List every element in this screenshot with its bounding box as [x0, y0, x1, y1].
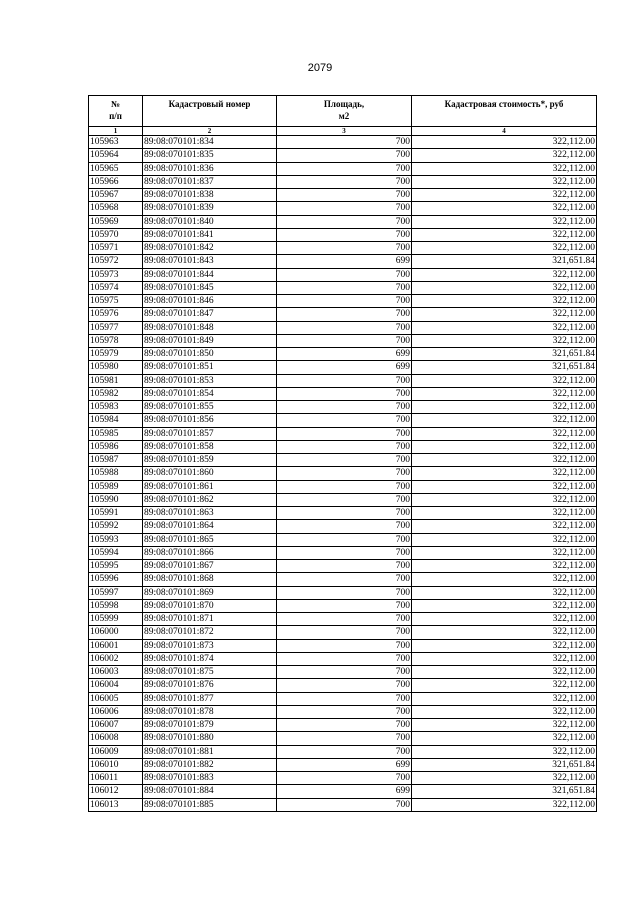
cadastral-number-cell: 89:08:070101:840: [143, 215, 277, 228]
cadastral-value-cell: 322,112.00: [412, 321, 597, 334]
cadastral-value-cell: 322,112.00: [412, 679, 597, 692]
column-number: 1: [89, 127, 143, 136]
table-row: [89, 334, 597, 347]
area-cell: 700: [277, 652, 412, 665]
cadastral-number-cell: 89:08:070101:880: [143, 732, 277, 745]
table-row: [89, 666, 597, 679]
table-row: [89, 560, 597, 573]
row-number-cell: 106005: [89, 692, 143, 705]
cadastral-value-cell: 322,112.00: [412, 546, 597, 559]
column-number-row: [89, 127, 597, 136]
area-cell: 700: [277, 228, 412, 241]
area-cell: 700: [277, 189, 412, 202]
row-number-cell: 106002: [89, 652, 143, 665]
table-row: [89, 533, 597, 546]
area-cell: 699: [277, 255, 412, 268]
row-number-cell: 106011: [89, 772, 143, 785]
row-number-cell: 106009: [89, 745, 143, 758]
area-cell: 700: [277, 149, 412, 162]
cadastral-value-cell: 322,112.00: [412, 414, 597, 427]
cadastral-value-cell: 322,112.00: [412, 599, 597, 612]
cadastral-value-cell: 322,112.00: [412, 798, 597, 811]
cadastral-number-cell: 89:08:070101:850: [143, 348, 277, 361]
cadastral-number-cell: 89:08:070101:882: [143, 758, 277, 771]
table-row: [89, 772, 597, 785]
table-row: [89, 692, 597, 705]
cadastral-number-cell: 89:08:070101:871: [143, 613, 277, 626]
cadastral-value-cell: 322,112.00: [412, 507, 597, 520]
area-cell: 700: [277, 414, 412, 427]
cadastral-value-cell: 322,112.00: [412, 705, 597, 718]
area-cell: 700: [277, 679, 412, 692]
table-row: [89, 374, 597, 387]
area-cell: 700: [277, 560, 412, 573]
header-row-number-line2: п/п: [109, 111, 122, 121]
cadastral-value-cell: 321,651.84: [412, 348, 597, 361]
table-row: [89, 268, 597, 281]
cadastral-number-cell: 89:08:070101:877: [143, 692, 277, 705]
table-row: [89, 758, 597, 771]
cadastral-value-cell: 321,651.84: [412, 785, 597, 798]
table-row: [89, 745, 597, 758]
cadastral-number-cell: 89:08:070101:853: [143, 374, 277, 387]
table-row: [89, 493, 597, 506]
cadastral-value-cell: 322,112.00: [412, 493, 597, 506]
header-cadastral-number: Кадастровый номер: [143, 96, 277, 127]
cadastral-number-cell: 89:08:070101:862: [143, 493, 277, 506]
table-row: [89, 321, 597, 334]
area-cell: 700: [277, 666, 412, 679]
cadastral-number-cell: 89:08:070101:883: [143, 772, 277, 785]
row-number-cell: 106012: [89, 785, 143, 798]
row-number-cell: 105986: [89, 440, 143, 453]
cadastral-number-cell: 89:08:070101:865: [143, 533, 277, 546]
header-row-number: [89, 96, 143, 127]
cadastral-value-cell: 322,112.00: [412, 149, 597, 162]
cadastral-number-cell: 89:08:070101:855: [143, 401, 277, 414]
table-row: [89, 361, 597, 374]
cadastral-number-cell: 89:08:070101:870: [143, 599, 277, 612]
table-row: [89, 242, 597, 255]
cadastral-number-cell: 89:08:070101:835: [143, 149, 277, 162]
cadastral-number-cell: 89:08:070101:847: [143, 308, 277, 321]
table-row: [89, 798, 597, 811]
row-number-cell: 105990: [89, 493, 143, 506]
row-number-cell: 105972: [89, 255, 143, 268]
cadastral-number-cell: 89:08:070101:859: [143, 454, 277, 467]
cadastral-value-cell: 322,112.00: [412, 666, 597, 679]
header-area: [277, 96, 412, 127]
row-number-cell: 105996: [89, 573, 143, 586]
cadastral-value-cell: 322,112.00: [412, 480, 597, 493]
table-row: [89, 546, 597, 559]
area-cell: 700: [277, 626, 412, 639]
cadastral-value-cell: 322,112.00: [412, 202, 597, 215]
row-number-cell: 105964: [89, 149, 143, 162]
cadastral-number-cell: 89:08:070101:866: [143, 546, 277, 559]
row-number-cell: 106004: [89, 679, 143, 692]
table-row: [89, 202, 597, 215]
row-number-cell: 105982: [89, 387, 143, 400]
cadastral-value-cell: 322,112.00: [412, 295, 597, 308]
table-row: [89, 599, 597, 612]
cadastral-number-cell: 89:08:070101:861: [143, 480, 277, 493]
cadastral-value-cell: 322,112.00: [412, 334, 597, 347]
area-cell: 700: [277, 321, 412, 334]
table-row: [89, 427, 597, 440]
row-number-cell: 105977: [89, 321, 143, 334]
cadastral-number-cell: 89:08:070101:854: [143, 387, 277, 400]
cadastral-value-cell: 322,112.00: [412, 454, 597, 467]
row-number-cell: 105979: [89, 348, 143, 361]
row-number-cell: 105991: [89, 507, 143, 520]
area-cell: 700: [277, 692, 412, 705]
area-cell: 700: [277, 387, 412, 400]
header-area-line1: Площадь,: [323, 99, 365, 109]
table-row: [89, 573, 597, 586]
cadastral-value-cell: 322,112.00: [412, 215, 597, 228]
cadastral-value-cell: 322,112.00: [412, 136, 597, 149]
area-cell: 700: [277, 493, 412, 506]
table-row: [89, 454, 597, 467]
row-number-cell: 105974: [89, 281, 143, 294]
table-row: [89, 162, 597, 175]
cadastral-value-cell: 322,112.00: [412, 162, 597, 175]
column-number: 3: [277, 127, 412, 136]
cadastral-number-cell: 89:08:070101:849: [143, 334, 277, 347]
cadastral-number-cell: 89:08:070101:884: [143, 785, 277, 798]
row-number-cell: 105973: [89, 268, 143, 281]
cadastral-value-cell: 322,112.00: [412, 586, 597, 599]
cadastral-value-cell: 322,112.00: [412, 573, 597, 586]
area-cell: 700: [277, 374, 412, 387]
row-number-cell: 105998: [89, 599, 143, 612]
table-row: [89, 613, 597, 626]
table-row: [89, 732, 597, 745]
cadastral-value-cell: 322,112.00: [412, 387, 597, 400]
cadastral-number-cell: 89:08:070101:851: [143, 361, 277, 374]
cadastral-value-cell: 322,112.00: [412, 228, 597, 241]
row-number-cell: 105983: [89, 401, 143, 414]
row-number-cell: 105967: [89, 189, 143, 202]
table-row: [89, 639, 597, 652]
area-cell: 700: [277, 745, 412, 758]
row-number-cell: 105984: [89, 414, 143, 427]
area-cell: 700: [277, 136, 412, 149]
row-number-cell: 106008: [89, 732, 143, 745]
cadastral-number-cell: 89:08:070101:846: [143, 295, 277, 308]
area-cell: 700: [277, 162, 412, 175]
area-cell: 700: [277, 533, 412, 546]
cadastral-number-cell: 89:08:070101:858: [143, 440, 277, 453]
cadastral-number-cell: 89:08:070101:878: [143, 705, 277, 718]
row-number-cell: 105985: [89, 427, 143, 440]
cadastral-value-cell: 322,112.00: [412, 692, 597, 705]
table-header-row: [89, 96, 597, 127]
cadastral-value-cell: 322,112.00: [412, 719, 597, 732]
table-row: [89, 414, 597, 427]
row-number-cell: 105971: [89, 242, 143, 255]
cadastral-value-cell: 322,112.00: [412, 772, 597, 785]
table-row: [89, 705, 597, 718]
header-row-number-line1: №: [110, 99, 121, 109]
table-row: [89, 215, 597, 228]
row-number-cell: 105992: [89, 520, 143, 533]
table-row: [89, 440, 597, 453]
table-row: [89, 520, 597, 533]
table-row: [89, 136, 597, 149]
table-row: [89, 652, 597, 665]
cadastral-value-cell: 321,651.84: [412, 758, 597, 771]
cadastral-number-cell: 89:08:070101:876: [143, 679, 277, 692]
cadastral-value-cell: 322,112.00: [412, 189, 597, 202]
cadastral-value-cell: 322,112.00: [412, 560, 597, 573]
area-cell: 700: [277, 480, 412, 493]
area-cell: 700: [277, 732, 412, 745]
area-cell: 700: [277, 281, 412, 294]
table-row: [89, 507, 597, 520]
cadastral-value-cell: 322,112.00: [412, 533, 597, 546]
table-row: [89, 308, 597, 321]
column-number: 2: [143, 127, 277, 136]
cadastral-number-cell: 89:08:070101:845: [143, 281, 277, 294]
cadastral-value-cell: 322,112.00: [412, 440, 597, 453]
row-number-cell: 105993: [89, 533, 143, 546]
cadastral-number-cell: 89:08:070101:838: [143, 189, 277, 202]
cadastral-number-cell: 89:08:070101:837: [143, 175, 277, 188]
cadastral-number-cell: 89:08:070101:879: [143, 719, 277, 732]
cadastral-number-cell: 89:08:070101:885: [143, 798, 277, 811]
table-row: [89, 626, 597, 639]
cadastral-value-cell: 322,112.00: [412, 467, 597, 480]
cadastral-value-cell: 322,112.00: [412, 732, 597, 745]
cadastral-value-cell: 322,112.00: [412, 626, 597, 639]
area-cell: 700: [277, 798, 412, 811]
table-row: [89, 401, 597, 414]
cadastral-number-cell: 89:08:070101:836: [143, 162, 277, 175]
row-number-cell: 105995: [89, 560, 143, 573]
area-cell: 700: [277, 772, 412, 785]
row-number-cell: 105968: [89, 202, 143, 215]
area-cell: 700: [277, 586, 412, 599]
row-number-cell: 106000: [89, 626, 143, 639]
area-cell: 700: [277, 308, 412, 321]
table-row: [89, 281, 597, 294]
area-cell: 700: [277, 215, 412, 228]
row-number-cell: 106003: [89, 666, 143, 679]
table-row: [89, 255, 597, 268]
cadastral-number-cell: 89:08:070101:834: [143, 136, 277, 149]
area-cell: 700: [277, 202, 412, 215]
table-row: [89, 348, 597, 361]
cadastral-number-cell: 89:08:070101:868: [143, 573, 277, 586]
cadastral-value-cell: 322,112.00: [412, 652, 597, 665]
cadastral-number-cell: 89:08:070101:863: [143, 507, 277, 520]
area-cell: 700: [277, 507, 412, 520]
cadastral-value-cell: 321,651.84: [412, 255, 597, 268]
table-row: [89, 467, 597, 480]
row-number-cell: 105980: [89, 361, 143, 374]
header-cadastral-value: Кадастровая стоимость*, руб: [412, 96, 597, 127]
row-number-cell: 106010: [89, 758, 143, 771]
area-cell: 700: [277, 295, 412, 308]
row-number-cell: 105994: [89, 546, 143, 559]
cadastral-number-cell: 89:08:070101:844: [143, 268, 277, 281]
area-cell: 700: [277, 175, 412, 188]
cadastral-table: [88, 95, 597, 812]
area-cell: 700: [277, 573, 412, 586]
area-cell: 700: [277, 268, 412, 281]
area-cell: 700: [277, 546, 412, 559]
cadastral-value-cell: 322,112.00: [412, 281, 597, 294]
row-number-cell: 105997: [89, 586, 143, 599]
cadastral-number-cell: 89:08:070101:881: [143, 745, 277, 758]
header-area-line2: м2: [338, 111, 350, 121]
area-cell: 700: [277, 467, 412, 480]
cadastral-value-cell: 322,112.00: [412, 639, 597, 652]
row-number-cell: 105981: [89, 374, 143, 387]
table-row: [89, 175, 597, 188]
cadastral-number-cell: 89:08:070101:872: [143, 626, 277, 639]
row-number-cell: 105963: [89, 136, 143, 149]
area-cell: 700: [277, 639, 412, 652]
row-number-cell: 105987: [89, 454, 143, 467]
row-number-cell: 105969: [89, 215, 143, 228]
cadastral-value-cell: 322,112.00: [412, 401, 597, 414]
table-row: [89, 785, 597, 798]
row-number-cell: 106013: [89, 798, 143, 811]
cadastral-value-cell: 322,112.00: [412, 520, 597, 533]
area-cell: 700: [277, 719, 412, 732]
cadastral-value-cell: 322,112.00: [412, 745, 597, 758]
cadastral-number-cell: 89:08:070101:842: [143, 242, 277, 255]
table-row: [89, 719, 597, 732]
area-cell: 700: [277, 334, 412, 347]
table-row: [89, 189, 597, 202]
area-cell: 699: [277, 785, 412, 798]
cadastral-number-cell: 89:08:070101:856: [143, 414, 277, 427]
cadastral-number-cell: 89:08:070101:864: [143, 520, 277, 533]
column-number: 4: [412, 127, 597, 136]
row-number-cell: 105989: [89, 480, 143, 493]
cadastral-value-cell: 322,112.00: [412, 427, 597, 440]
cadastral-number-cell: 89:08:070101:874: [143, 652, 277, 665]
cadastral-value-cell: 322,112.00: [412, 242, 597, 255]
row-number-cell: 105976: [89, 308, 143, 321]
table-row: [89, 586, 597, 599]
cadastral-number-cell: 89:08:070101:875: [143, 666, 277, 679]
table-row: [89, 228, 597, 241]
area-cell: 700: [277, 599, 412, 612]
page-number: 2079: [307, 62, 333, 74]
cadastral-number-cell: 89:08:070101:839: [143, 202, 277, 215]
cadastral-value-cell: 322,112.00: [412, 374, 597, 387]
row-number-cell: 106001: [89, 639, 143, 652]
cadastral-value-cell: 321,651.84: [412, 361, 597, 374]
area-cell: 699: [277, 348, 412, 361]
row-number-cell: 106007: [89, 719, 143, 732]
area-cell: 700: [277, 242, 412, 255]
cadastral-number-cell: 89:08:070101:843: [143, 255, 277, 268]
table-row: [89, 387, 597, 400]
cadastral-number-cell: 89:08:070101:848: [143, 321, 277, 334]
table-row: [89, 149, 597, 162]
area-cell: 700: [277, 613, 412, 626]
row-number-cell: 105988: [89, 467, 143, 480]
cadastral-value-cell: 322,112.00: [412, 175, 597, 188]
area-cell: 700: [277, 705, 412, 718]
row-number-cell: 105978: [89, 334, 143, 347]
cadastral-number-cell: 89:08:070101:869: [143, 586, 277, 599]
cadastral-number-cell: 89:08:070101:873: [143, 639, 277, 652]
area-cell: 700: [277, 401, 412, 414]
area-cell: 700: [277, 454, 412, 467]
cadastral-value-cell: 322,112.00: [412, 613, 597, 626]
cadastral-value-cell: 322,112.00: [412, 268, 597, 281]
cadastral-number-cell: 89:08:070101:867: [143, 560, 277, 573]
row-number-cell: 105975: [89, 295, 143, 308]
row-number-cell: 105970: [89, 228, 143, 241]
area-cell: 700: [277, 427, 412, 440]
cadastral-number-cell: 89:08:070101:860: [143, 467, 277, 480]
cadastral-number-cell: 89:08:070101:857: [143, 427, 277, 440]
cadastral-value-cell: 322,112.00: [412, 308, 597, 321]
table-row: [89, 480, 597, 493]
cadastral-number-cell: 89:08:070101:841: [143, 228, 277, 241]
row-number-cell: 105966: [89, 175, 143, 188]
table-row: [89, 295, 597, 308]
area-cell: 700: [277, 440, 412, 453]
row-number-cell: 105999: [89, 613, 143, 626]
area-cell: 700: [277, 520, 412, 533]
row-number-cell: 106006: [89, 705, 143, 718]
table-row: [89, 679, 597, 692]
area-cell: 699: [277, 361, 412, 374]
row-number-cell: 105965: [89, 162, 143, 175]
area-cell: 699: [277, 758, 412, 771]
